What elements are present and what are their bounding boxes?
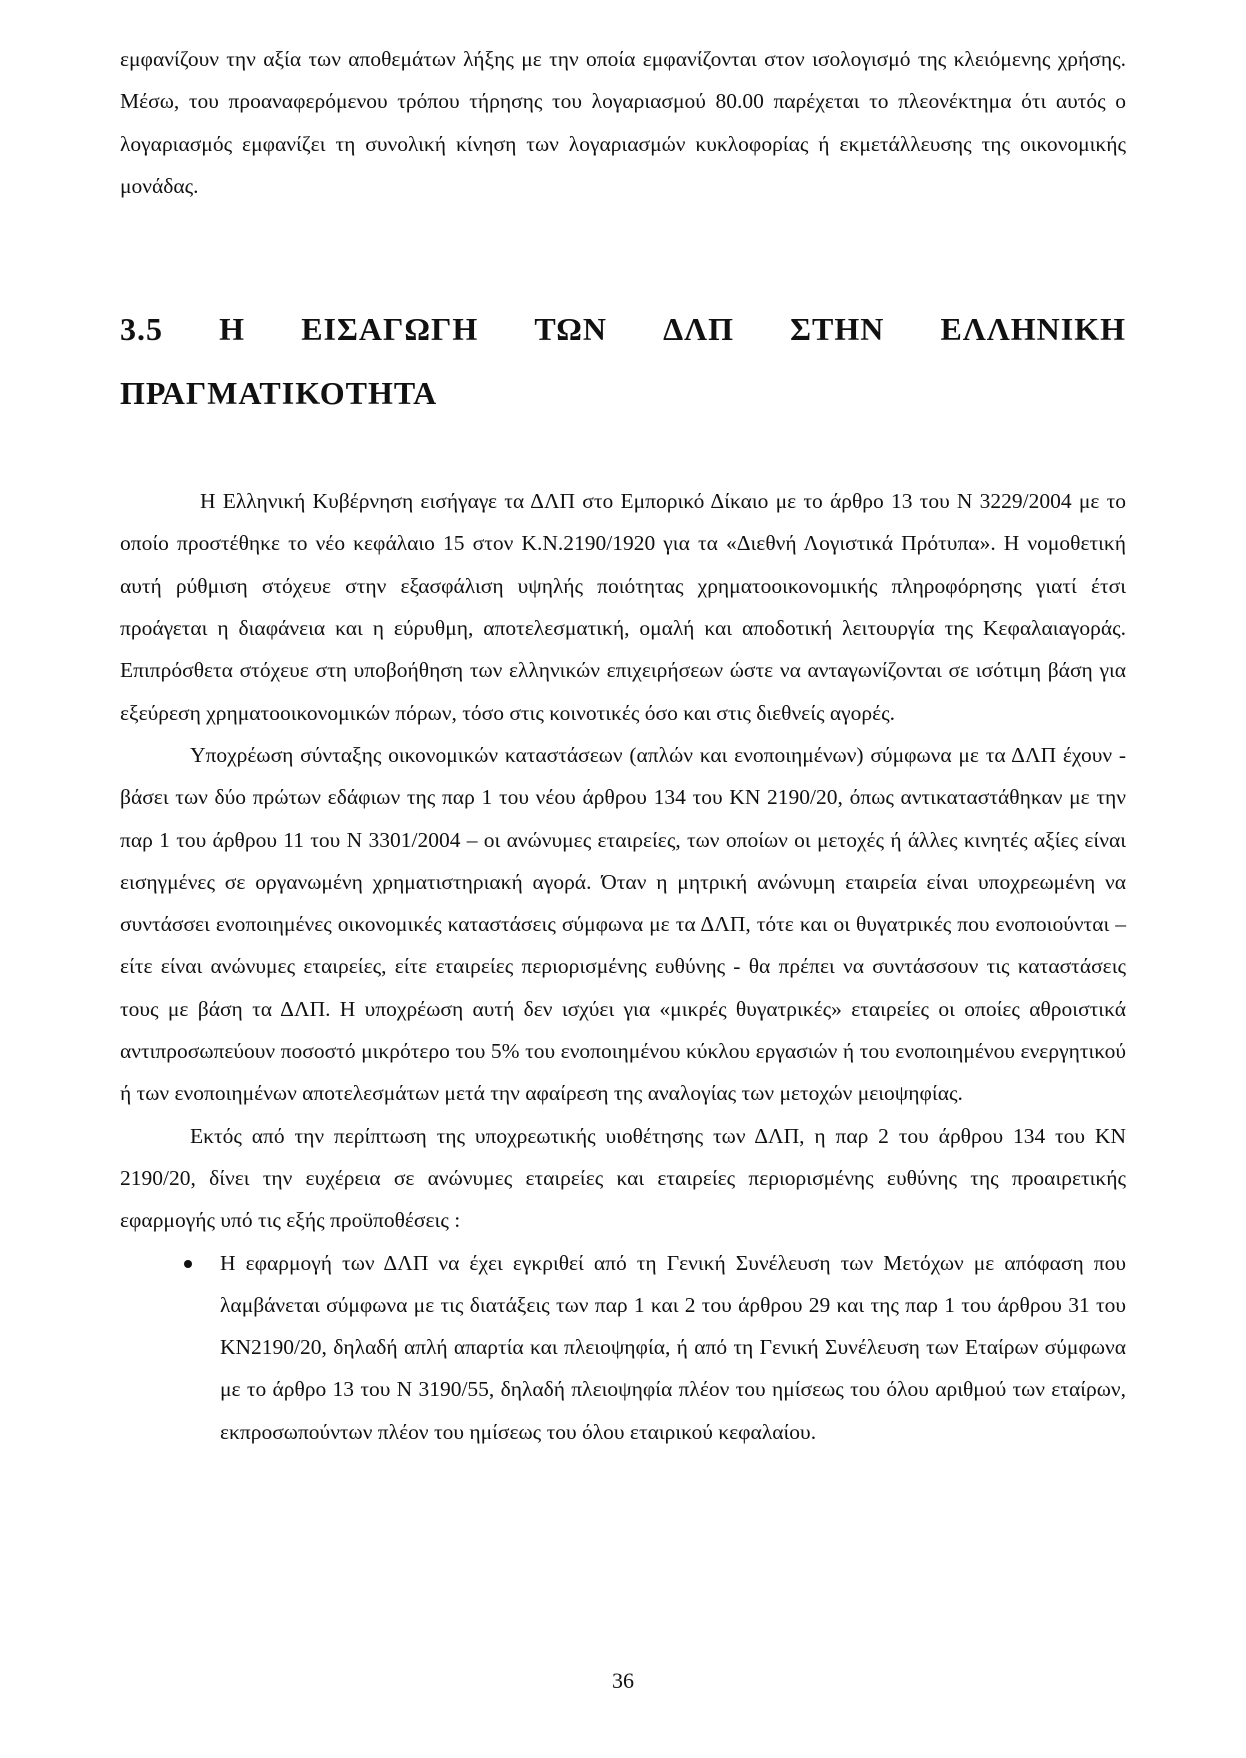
section-heading-line2: ΠΡΑΓΜΑΤΙΚΟΤΗΤΑ bbox=[120, 375, 438, 412]
intro-paragraph: εμφανίζουν την αξία των αποθεμάτων λήξης με την οποία εμφανίζονται στον ισολογισμό της κλειόμενης χρήσης. Μέσω, του προαναφερόμενου τρόπου τήρησης του λογαριασμού 80.00 παρέχεται το πλεονέκτημα ότι αυτός ο λογαριασμός εμφανίζει τη συνολική κίνηση των λογαριασμών κυκλοφορίας ή εκμετάλλευσης της οικονομικής μονάδας. bbox=[120, 47, 1126, 198]
bullet-icon bbox=[184, 1260, 192, 1268]
body-paragraph: Η Ελληνική Κυβέρνηση εισήγαγε τα ΔΛΠ στο Εμπορικό Δίκαιο με το άρθρο 13 του Ν 3229/2004 με το οποίο προστέθηκε το νέο κεφάλαιο 15 στον Κ.Ν.2190/1920 για τα «Διεθνή Λογιστικά Πρότυπα». Η νομοθετική αυτή ρύθμιση στόχευε στην εξασφάλιση υψηλής ποιότητας χρηματοοικονομικής πληροφόρησης γιατί έτσι προάγεται η διαφάνεια και η εύρυθμη, αποτελεσματική, ομαλή και αποδοτική λειτουργία της Κεφαλαιαγοράς. Επιπρόσθετα στόχευε στη υποβοήθηση των ελληνικών επιχειρήσεων ώστε να ανταγωνίζονται σε ισότιμη βάση για εξεύρεση χρηματοοικονομικών πόρων, τόσο στις κοινοτικές όσο και στις διεθνείς αγορές. bbox=[120, 489, 1126, 725]
list-item-text: Η εφαρμογή των ΔΛΠ να έχει εγκριθεί από τη Γενική Συνέλευση των Μετόχων με απόφαση που λαμβάνεται σύμφωνα με τις διατάξεις των παρ 1 και 2 του άρθρου 29 και της παρ 1 του άρθρου 31 του ΚΝ2190/20, δηλαδή απλή απαρτία και πλειοψηφία, ή από τη Γενική Συνέλευση των Εταίρων σύμφωνα με το άρθρο 13 του Ν 3190/55, δηλαδή πλειοψηφία πλέον του ημίσεως του όλου αριθμού των εταίρων, εκπροσωπούντων πλέον του ημίσεως του όλου εταιρικού κεφαλαίου. bbox=[220, 1250, 1126, 1444]
body-paragraph: Υποχρέωση σύνταξης οικονομικών καταστάσεων (απλών και ενοποιημένων) σύμφωνα με τα ΔΛΠ έχουν - βάσει των δύο πρώτων εδάφιων της παρ 1 του νέου άρθρου 134 του ΚΝ 2190/20, όπως αντικαταστάθηκαν με την παρ 1 του άρθρου 11 του Ν 3301/2004 – οι ανώνυμες εταιρείες, των οποίων οι μετοχές ή άλλες κινητές αξίες είναι εισηγμένες σε οργανωμένη χρηματιστηριακή αγορά. Όταν η μητρική ανώνυμη εταιρεία είναι υποχρεωμένη να συντάσσει ενοποιημένες οικονομικές καταστάσεις σύμφωνα με τα ΔΛΠ, τότε και οι θυγατρικές που ενοποιούνται – είτε είναι ανώνυμες εταιρείες, είτε εταιρείες περιορισμένης ευθύνης - θα πρέπει να συντάσσουν τις καταστάσεις τους με βάση τα ΔΛΠ. Η υποχρέωση αυτή δεν ισχύει για «μικρές θυγατρικές» εταιρείες οι οποίες αθροιστικά αντιπροσωπεύουν ποσοστό μικρότερο του 5% του ενοποιημένου κύκλου εργασιών ή του ενοποιημένου ενεργητικού ή των ενοποιημένων αποτελεσμάτων μετά την αφαίρεση της αναλογίας των μετοχών μειοψηφίας. bbox=[120, 742, 1126, 1106]
page-number: 36 bbox=[612, 1668, 634, 1693]
heading-word: ΕΛΛΗΝΙΚΗ bbox=[940, 311, 1126, 348]
heading-word: ΕΙΣΑΓΩΓΗ bbox=[301, 311, 479, 348]
list-item bbox=[120, 1242, 1126, 1453]
document-page bbox=[120, 38, 1126, 1453]
conditions-list bbox=[120, 1242, 1126, 1453]
section-heading bbox=[120, 297, 1126, 425]
heading-word: 3.5 bbox=[120, 311, 163, 348]
body-paragraph: Εκτός από την περίπτωση της υποχρεωτικής υιοθέτησης των ΔΛΠ, η παρ 2 του άρθρου 134 του ΚΝ 2190/20, δίνει την ευχέρεια σε ανώνυμες εταιρείες και εταιρείες περιορισμένης ευθύνης της προαιρετικής εφαρμογής υπό τις εξής προϋποθέσεις : bbox=[120, 1123, 1126, 1233]
section-heading-line1 bbox=[120, 297, 1126, 361]
heading-word: Η bbox=[219, 311, 246, 348]
heading-word: ΤΩΝ bbox=[534, 311, 607, 348]
heading-word: ΔΛΠ bbox=[663, 311, 734, 348]
heading-word: ΣΤΗΝ bbox=[790, 311, 885, 348]
